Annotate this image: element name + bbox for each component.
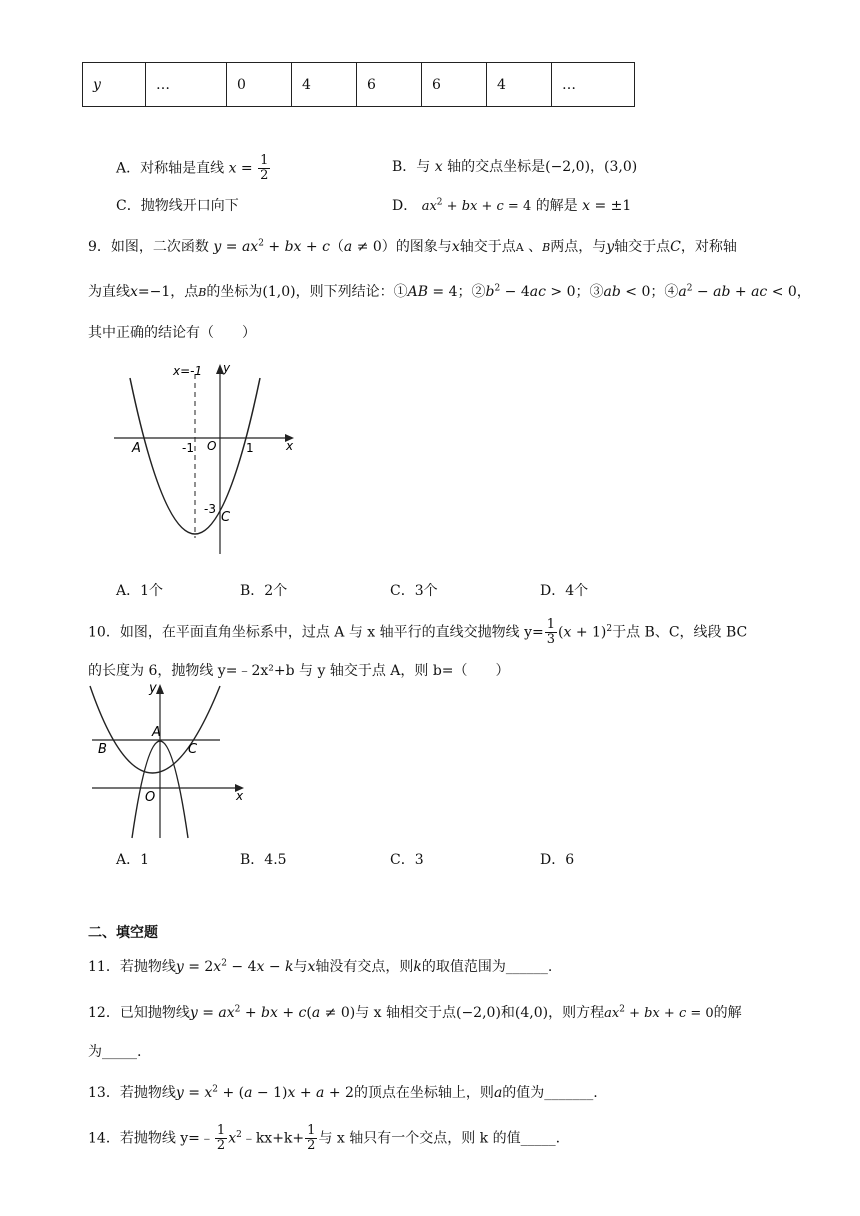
- q12-line-2: 为_____.: [88, 1044, 142, 1060]
- q10-parabola-graph: [88, 678, 258, 840]
- table-row-label: y: [83, 63, 146, 107]
- label-x: x: [236, 789, 244, 803]
- label-minus-3: -3: [204, 502, 216, 516]
- table-cell: …: [146, 63, 227, 107]
- label-O: O: [145, 790, 156, 805]
- label-O: O: [207, 439, 217, 453]
- q9-option-b: B．2个: [240, 583, 288, 599]
- q14-line: 14．若抛物线 y=﹣ $\frac{1}{2}$ $x^2﹣kx+k+$ $\frac{1}{2}$ 与 x 轴只有一个交点，则 k 的值_____.: [88, 1123, 561, 1153]
- q10-option-d: D．6: [540, 852, 575, 868]
- table-cell: 4: [292, 63, 357, 107]
- section-title: 二、填空题: [88, 925, 158, 941]
- q8-option-a: A．对称轴是直线 x = $\frac{1}{2}$: [116, 153, 269, 183]
- table-cell: 6: [357, 63, 422, 107]
- q10-option-a: A．1: [116, 852, 150, 868]
- label-C: C: [221, 510, 231, 525]
- q12-line-1: 12．已知抛物线$y = ax^2$ + bx + c(a ≠ 0)与 x 轴相交于点(−2,0)和(4,0)，则方程$ax^2$ + bx + c = 0的解: [88, 1004, 742, 1021]
- table-cell: 4: [487, 63, 552, 107]
- label-A: A: [132, 441, 141, 456]
- y-axis-arrow-icon: [156, 684, 164, 694]
- q10-line-1: 10．如图，在平面直角坐标系中，过点 A 与 x 轴平行的直线交抛物线 y= $\frac{1}{3}$ $(x + 1)^2$于点 B、C，线段 BC: [88, 617, 748, 647]
- label-B: B: [98, 742, 107, 757]
- q9-option-d: D．4个: [540, 583, 589, 599]
- table-row: [83, 63, 635, 107]
- label-y: y: [149, 681, 157, 696]
- q10-line-2: 的长度为 6，抛物线 y=﹣2x²+b 与 y 轴交于点 A，则 b=（ ）: [88, 663, 510, 679]
- q8-option-b: B．与 x 轴的交点坐标是(−2,0)，(3,0): [392, 159, 638, 175]
- q8-option-d: D． $ax^2$ + bx + c = 4 的解是 x = ±1: [392, 197, 632, 214]
- q11-line: 11．若抛物线$y = 2x^2 - 4x - k$与x轴没有交点，则k的取值范围为______.: [88, 958, 553, 975]
- q13-line: 13．若抛物线$y = x^2 + (a - 1)x + a + 2$的顶点在坐标轴上，则a的值为_______.: [88, 1084, 598, 1101]
- table-cell: …: [552, 63, 635, 107]
- table-cell: 0: [227, 63, 292, 107]
- q9-line-1: 9．如图，二次函数 $y = ax^2$ + bx + c（a ≠ 0）的图象与x轴交于点A 、B两点，与y轴交于点C，对称轴: [88, 238, 737, 255]
- q10-option-b: B．4.5: [240, 852, 287, 868]
- label-A: A: [152, 725, 161, 740]
- label-symmetry: x=-1: [173, 364, 203, 378]
- label-minus-1: -1: [182, 441, 194, 455]
- q9-option-a: A．1个: [116, 583, 164, 599]
- value-table: [82, 62, 635, 107]
- q8-option-c: C．抛物线开口向下: [116, 198, 239, 214]
- q9-line-3: 其中正确的结论有（ ）: [88, 325, 256, 341]
- q9-parabola-graph: [110, 360, 300, 556]
- label-x: x: [286, 439, 294, 453]
- table-cell: 6: [422, 63, 487, 107]
- label-y: y: [223, 361, 231, 375]
- label-1: 1: [246, 441, 254, 455]
- q9-option-c: C．3个: [390, 583, 438, 599]
- q9-line-2: 为直线x=−1，点B的坐标为(1,0)，则下列结论：①AB = 4；$②b^2 - 4ac > 0$；③ab < 0；$④a^2$ − ab + ac < 0，: [88, 283, 811, 300]
- label-C: C: [188, 742, 198, 757]
- q10-option-c: C．3: [390, 852, 424, 868]
